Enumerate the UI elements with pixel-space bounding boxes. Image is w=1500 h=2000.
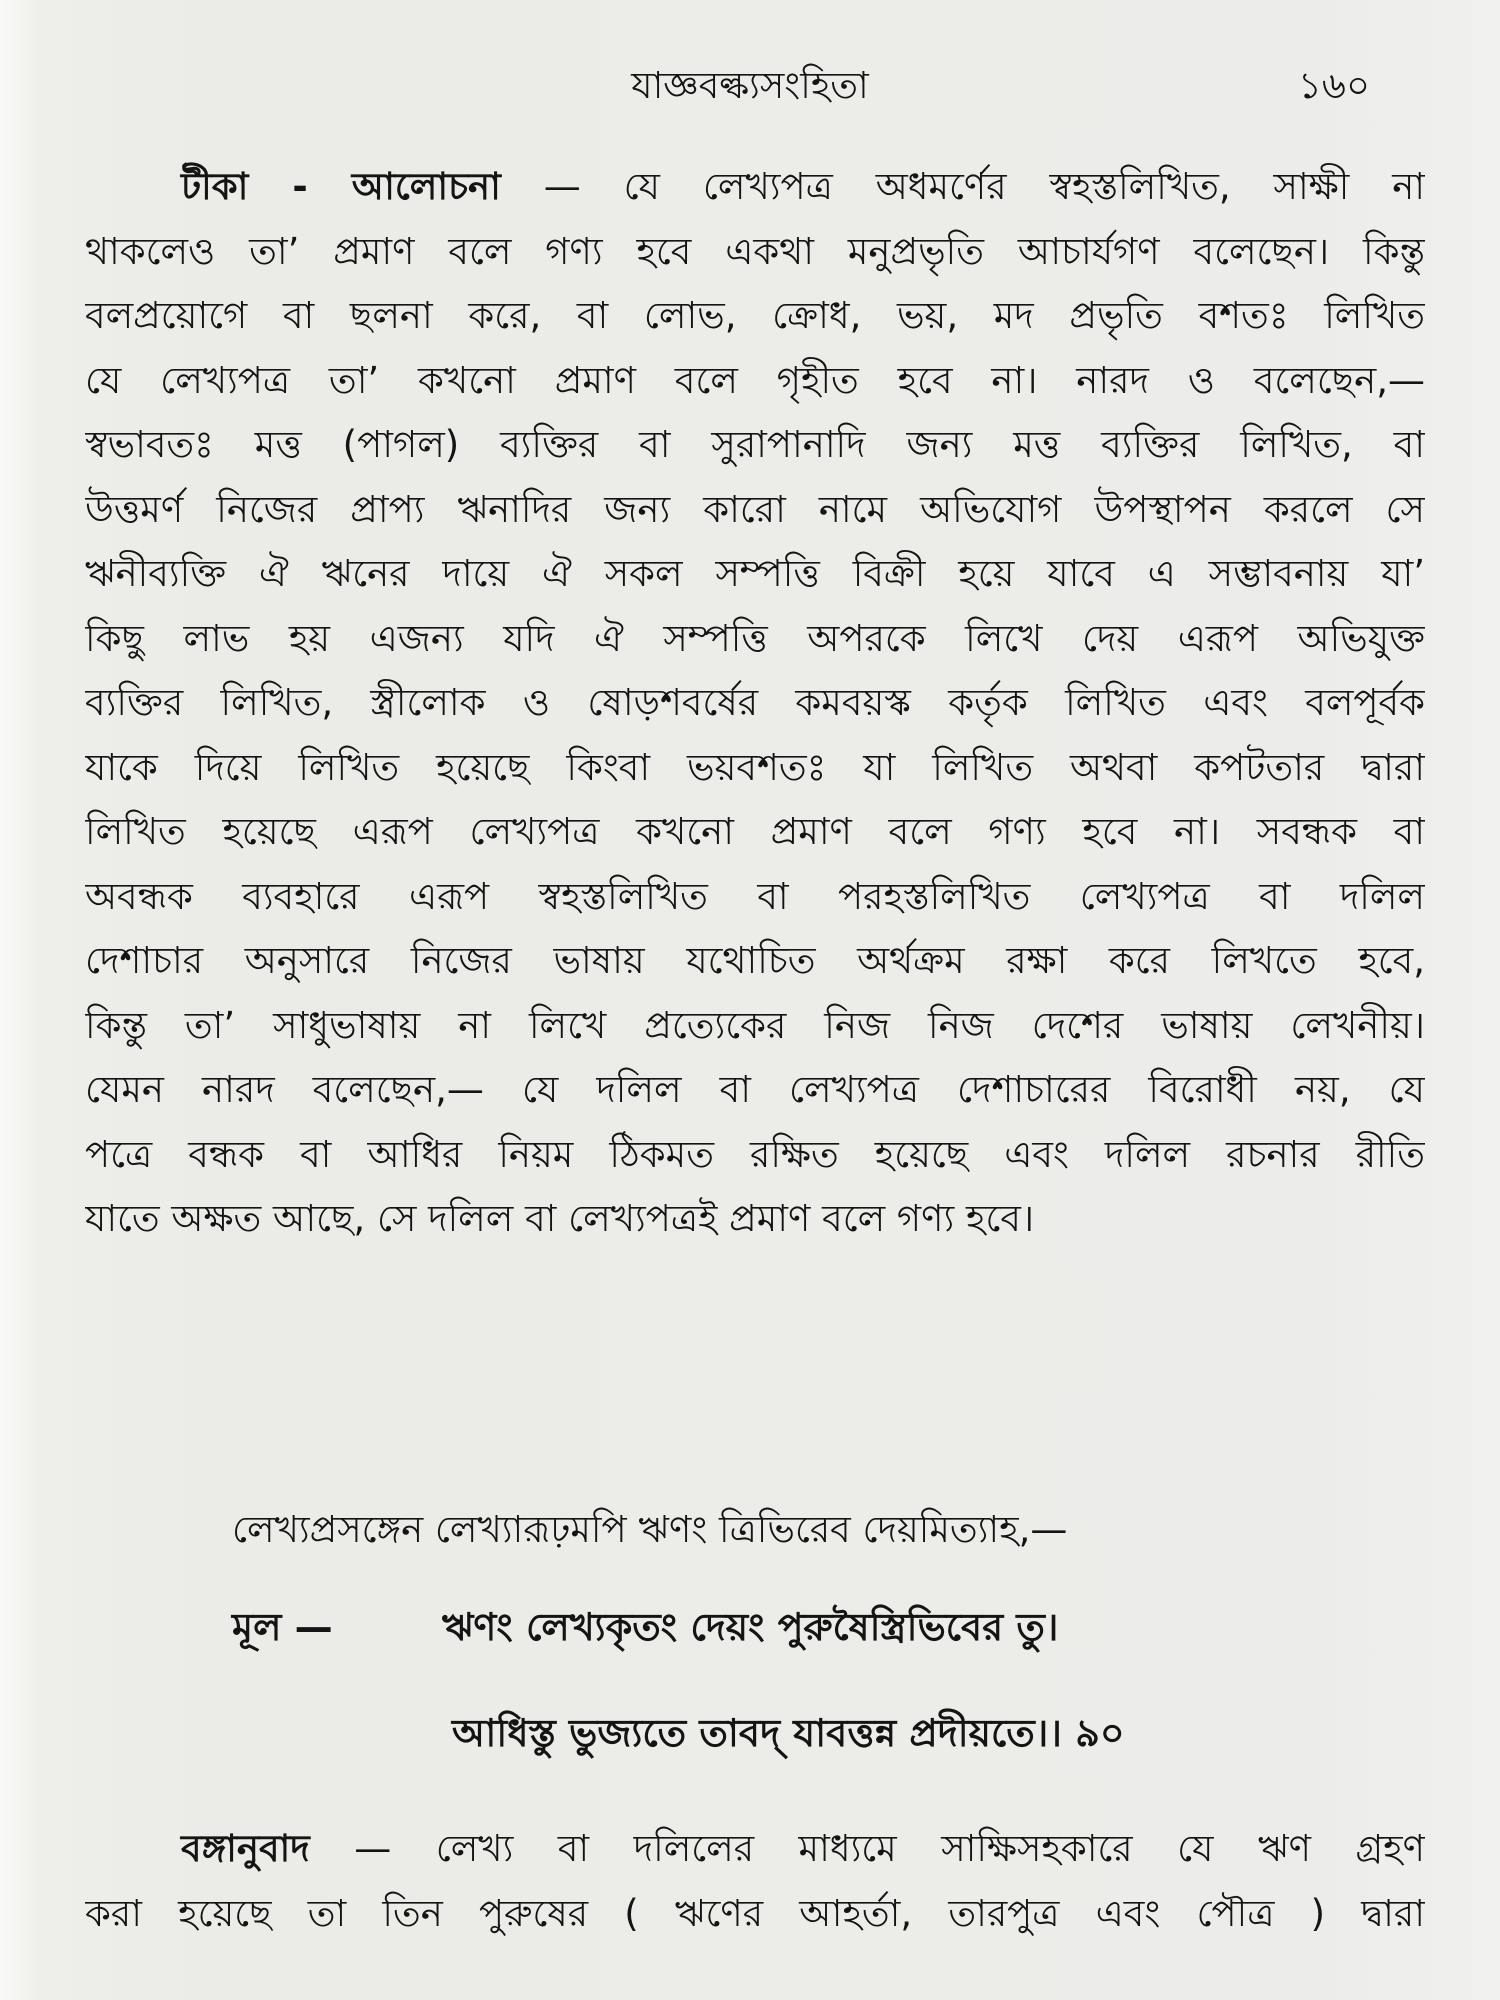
translation-line-text: — লেখ্য বা দলিলের মাধ্যমে সাক্ষিসহকারে যে ঋণ গ্রহণ	[309, 1827, 1425, 1870]
commentary-line: ব্যক্তির লিখিত, স্ত্রীলোক ও ষোড়শবর্ষের কমবয়স্ক কর্তৃক লিখিত এবং বলপূর্বক	[85, 681, 1425, 724]
translation-section	[85, 1817, 1425, 1946]
commentary-line-text: — যে লেখ্যপত্র অধমর্ণের স্বহস্তলিখিত, সাক্ষী না	[500, 165, 1425, 208]
commentary-line: লিখিত হয়েছে এরূপ লেখ্যপত্র কখনো প্রমাণ বলে গণ্য হবে না। সবন্ধক বা	[85, 810, 1425, 853]
commentary-line: ঋনীব্যক্তি ঐ ঋনের দায়ে ঐ সকল সম্পত্তি বিক্রী হয়ে যাবে এ সম্ভাবনায় যা’	[85, 552, 1425, 595]
page-edge-shadow	[0, 0, 42, 2000]
verse-label: মূল —	[232, 1605, 333, 1649]
commentary-line: উত্তমর্ণ নিজের প্রাপ্য ঋনাদির জন্য কারো নামে অভিযোগ উপস্থাপন করলে সে	[85, 487, 1425, 531]
commentary-line: যাতে অক্ষত আছে, সে দলিল বা লেখ্যপত্রই প্রমাণ বলে গণ্য হবে।	[85, 1197, 1035, 1240]
commentary-line: পত্রে বন্ধক বা আধির নিয়ম ঠিকমত রক্ষিত হয়েছে এবং দলিল রচনার রীতি	[85, 1132, 1425, 1176]
commentary-section	[85, 155, 1425, 1252]
verse-intro: লেখ্যপ্রসঙ্গেন লেখ্যারূঢ়মপি ঋণং ত্রিভিরেব দেয়মিত্যাহ,—	[232, 1508, 1068, 1551]
running-head-title: যাজ্ঞবল্ক্যসংহিতা	[631, 64, 869, 107]
verse-line-1-text: ঋণং লেখ্যকৃতং দেয়ং পুরুষৈস্ত্রিভিবের তু।	[442, 1605, 1059, 1649]
commentary-line: কিন্তু তা’ সাধুভাষায় না লিখে প্রত্যেকের নিজ নিজ দেশের ভাষায় লেখনীয়।	[85, 1003, 1425, 1047]
translation-line: করা হয়েছে তা তিন পুরুষের ( ঋণের আহর্তা, তারপুত্র এবং পৌত্র ) দ্বারা	[85, 1891, 1425, 1935]
translation-label: বঙ্গানুবাদ	[181, 1827, 310, 1870]
translation-line	[85, 1817, 1425, 1882]
commentary-line: অবন্ধক ব্যবহারে এরূপ স্বহস্তলিখিত বা পরহস্তলিখিত লেখ্যপত্র বা দলিল	[85, 874, 1425, 918]
commentary-line: যে লেখ্যপত্র তা’ কখনো প্রমাণ বলে গৃহীত হবে না। নারদ ও বলেছেন,—	[85, 358, 1425, 402]
commentary-line: স্বভাবতঃ মত্ত (পাগল) ব্যক্তির বা সুরাপানাদি জন্য মত্ত ব্যক্তির লিখিত, বা	[85, 423, 1425, 466]
page-number: ১৬০	[1297, 64, 1370, 107]
commentary-line	[85, 155, 1425, 220]
running-head	[0, 52, 1500, 112]
commentary-line: যাকে দিয়ে লিখিত হয়েছে কিংবা ভয়বশতঃ যা লিখিত অথবা কপটতার দ্বারা	[85, 745, 1425, 789]
verse-line-2: আধিস্তু ভুজ্যতে তাবদ্ যাবত্তন্ন প্রদীয়তে।। ৯০	[452, 1711, 1125, 1755]
commentary-label: টীকা - আলোচনা	[181, 165, 501, 208]
commentary-line: যেমন নারদ বলেছেন,— যে দলিল বা লেখ্যপত্র দেশাচারের বিরোধী নয়, যে	[85, 1068, 1425, 1111]
commentary-line: দেশাচার অনুসারে নিজের ভাষায় যথোচিত অর্থক্রম রক্ষা করে লিখতে হবে,	[85, 939, 1425, 982]
commentary-line: থাকলেও তা’ প্রমাণ বলে গণ্য হবে একথা মনুপ্রভৃতি আচার্যগণ বলেছেন। কিন্তু	[85, 229, 1425, 273]
verse-line-1	[232, 1598, 1058, 1662]
commentary-line: বলপ্রয়োগে বা ছলনা করে, বা লোভ, ক্রোধ, ভয়, মদ প্রভৃতি বশতঃ লিখিত	[85, 294, 1425, 337]
commentary-line: কিছু লাভ হয় এজন্য যদি ঐ সম্পত্তি অপরকে লিখে দেয় এরূপ অভিযুক্ত	[85, 616, 1425, 660]
